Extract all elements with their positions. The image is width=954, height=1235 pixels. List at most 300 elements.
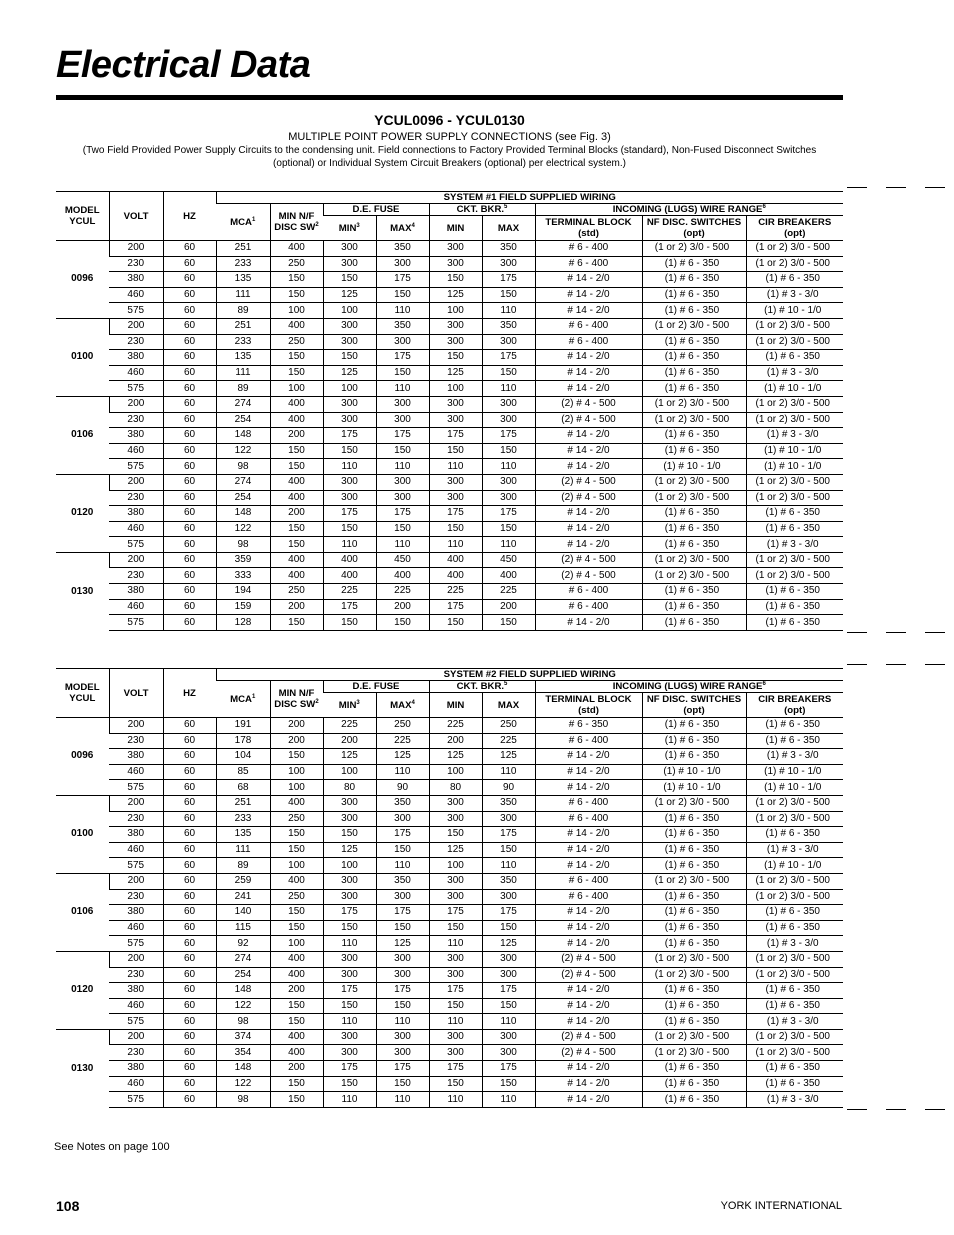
table-row [56, 552, 843, 568]
table-cell: 300 [376, 412, 429, 428]
table-cell: # 14 - 2/0 [535, 303, 642, 319]
header-bkr-max: MAX [482, 216, 535, 241]
table-cell: 300 [323, 490, 376, 506]
table-cell: 111 [216, 365, 270, 381]
table-cell: (1) # 6 - 350 [642, 256, 746, 272]
margin-tick [886, 1109, 906, 1110]
table-row [56, 827, 843, 843]
table-cell: 200 [109, 552, 163, 568]
model-range-title: YCUL0096 - YCUL0130 [374, 112, 525, 128]
header-de-fuse: D.E. FUSE [323, 681, 429, 693]
table-cell: 100 [429, 764, 482, 780]
model-cell: 0130 [56, 1029, 109, 1107]
table-cell: 200 [482, 599, 535, 615]
table-cell: 60 [163, 552, 216, 568]
table-cell: 150 [270, 459, 323, 475]
table-row [56, 412, 843, 428]
table-cell: 300 [429, 318, 482, 334]
table-cell: (1) # 6 - 350 [642, 1076, 746, 1092]
table-cell: (1 or 2) 3/0 - 500 [746, 951, 843, 967]
table-cell: 575 [109, 780, 163, 796]
table-cell: 400 [429, 568, 482, 584]
table-cell: 122 [216, 521, 270, 537]
table-cell: 60 [163, 1092, 216, 1108]
table-cell: 122 [216, 1076, 270, 1092]
table-cell: 150 [429, 521, 482, 537]
table-row [56, 889, 843, 905]
header-terminal-block: TERMINAL BLOCK (std) [535, 693, 642, 718]
table-cell: 150 [482, 920, 535, 936]
table-cell: (1 or 2) 3/0 - 500 [746, 241, 843, 257]
table-cell: (1 or 2) 3/0 - 500 [746, 811, 843, 827]
table-cell: (2) # 4 - 500 [535, 396, 642, 412]
table-cell: 175 [376, 1061, 429, 1077]
table-cell: 200 [109, 951, 163, 967]
table-cell: 125 [323, 365, 376, 381]
table-cell: (1) # 10 - 1/0 [746, 858, 843, 874]
table-cell: (1 or 2) 3/0 - 500 [642, 795, 746, 811]
table-cell: 60 [163, 428, 216, 444]
table-cell: (1) # 6 - 350 [746, 350, 843, 366]
table-cell: 175 [429, 428, 482, 444]
table-cell: 60 [163, 599, 216, 615]
table-cell: (1) # 6 - 350 [642, 506, 746, 522]
table-cell: 150 [376, 998, 429, 1014]
table-cell: (1) # 6 - 350 [746, 615, 843, 631]
table-row [56, 584, 843, 600]
table-cell: 150 [482, 521, 535, 537]
table-cell: 350 [376, 795, 429, 811]
table-cell: 89 [216, 381, 270, 397]
table-cell: (1 or 2) 3/0 - 500 [746, 873, 843, 889]
table-cell: 460 [109, 842, 163, 858]
table-row [56, 381, 843, 397]
table-cell: 175 [482, 905, 535, 921]
table-cell: (1) # 6 - 350 [642, 1061, 746, 1077]
table-cell: 92 [216, 936, 270, 952]
table-cell: (1) # 6 - 350 [642, 287, 746, 303]
table-cell: (1) # 3 - 3/0 [746, 936, 843, 952]
title-rule [56, 95, 843, 100]
table-cell: 450 [482, 552, 535, 568]
model-cell: 0100 [56, 795, 109, 873]
table-cell: (1 or 2) 3/0 - 500 [642, 951, 746, 967]
header-model: MODEL YCUL [64, 682, 100, 704]
table-cell: 400 [270, 318, 323, 334]
table-cell: 333 [216, 568, 270, 584]
table-cell: 175 [323, 983, 376, 999]
table-cell: 104 [216, 749, 270, 765]
header-mca: MCA$^1$ [230, 216, 256, 228]
table-cell: 60 [163, 811, 216, 827]
table-cell: 300 [429, 951, 482, 967]
table-row [56, 474, 843, 490]
table-cell: # 6 - 350 [535, 718, 642, 734]
table-cell: 175 [323, 506, 376, 522]
table-cell: 460 [109, 920, 163, 936]
table-row [56, 764, 843, 780]
table-cell: 100 [429, 381, 482, 397]
table-cell: (1) # 6 - 350 [642, 334, 746, 350]
table-cell: 150 [323, 920, 376, 936]
table-cell: 460 [109, 1076, 163, 1092]
table-cell: (2) # 4 - 500 [535, 552, 642, 568]
table-cell: 254 [216, 967, 270, 983]
table-cell: 122 [216, 443, 270, 459]
header-fuse-max: MAX$^4$ [376, 216, 429, 241]
table-cell: 150 [482, 615, 535, 631]
table-cell: 300 [429, 256, 482, 272]
table-row [56, 873, 843, 889]
model-cell: 0096 [56, 241, 109, 319]
table-cell: 110 [482, 303, 535, 319]
table-cell: 110 [429, 537, 482, 553]
table-row [56, 1061, 843, 1077]
table-cell: 225 [323, 584, 376, 600]
table-cell: 450 [376, 552, 429, 568]
table-cell: # 6 - 400 [535, 733, 642, 749]
model-cell: 0120 [56, 951, 109, 1029]
table-cell: 150 [270, 905, 323, 921]
table-cell: # 14 - 2/0 [535, 905, 642, 921]
table-cell: 300 [376, 256, 429, 272]
table-cell: # 14 - 2/0 [535, 1076, 642, 1092]
table-row [56, 615, 843, 631]
table-cell: 60 [163, 1029, 216, 1045]
table-cell: 60 [163, 272, 216, 288]
table-cell: (2) # 4 - 500 [535, 967, 642, 983]
table-row [56, 795, 843, 811]
table-cell: 300 [429, 795, 482, 811]
table-cell: (1) # 3 - 3/0 [746, 365, 843, 381]
table-cell: 60 [163, 920, 216, 936]
table-cell: 150 [482, 998, 535, 1014]
table-cell: 89 [216, 303, 270, 319]
table-cell: (1) # 10 - 1/0 [746, 764, 843, 780]
table-cell: 300 [482, 1045, 535, 1061]
table-cell: 98 [216, 459, 270, 475]
table-cell: (1 or 2) 3/0 - 500 [746, 795, 843, 811]
table-cell: 110 [482, 1014, 535, 1030]
table-cell: 575 [109, 303, 163, 319]
table-cell: 110 [482, 858, 535, 874]
table-cell: # 6 - 400 [535, 795, 642, 811]
table-cell: 300 [323, 795, 376, 811]
table-row [56, 272, 843, 288]
table-cell: 230 [109, 889, 163, 905]
table-cell: # 14 - 2/0 [535, 936, 642, 952]
margin-tick [847, 1109, 867, 1110]
header-hz: HZ [163, 669, 216, 718]
table-cell: (1) # 6 - 350 [746, 521, 843, 537]
table-cell: (1) # 3 - 3/0 [746, 1014, 843, 1030]
table-row [56, 256, 843, 272]
table-cell: (1) # 3 - 3/0 [746, 287, 843, 303]
table-cell: (1) # 6 - 350 [642, 584, 746, 600]
table-cell: 200 [109, 1029, 163, 1045]
table-cell: 110 [429, 459, 482, 475]
table-cell: 400 [376, 568, 429, 584]
table-cell: 300 [323, 1029, 376, 1045]
table-cell: 175 [482, 428, 535, 444]
table-cell: 230 [109, 256, 163, 272]
header-fuse-min: MIN$^3$ [323, 216, 376, 241]
table-cell: 100 [270, 780, 323, 796]
table-cell: 575 [109, 537, 163, 553]
table-row [56, 811, 843, 827]
table-cell: 150 [323, 1076, 376, 1092]
table-cell: 60 [163, 521, 216, 537]
table-cell: 359 [216, 552, 270, 568]
table-cell: 125 [323, 287, 376, 303]
table-row [56, 396, 843, 412]
table-row [56, 842, 843, 858]
table-cell: (1) # 6 - 350 [746, 905, 843, 921]
table-cell: 254 [216, 490, 270, 506]
table-cell: (1) # 6 - 350 [642, 998, 746, 1014]
table-row [56, 318, 843, 334]
table-cell: 194 [216, 584, 270, 600]
table-cell: 575 [109, 1014, 163, 1030]
electrical-data-table-system-1 [56, 191, 843, 631]
table-cell: (2) # 4 - 500 [535, 490, 642, 506]
table-cell: 175 [482, 827, 535, 843]
margin-tick [886, 187, 906, 188]
table-cell: 230 [109, 733, 163, 749]
table-cell: (1 or 2) 3/0 - 500 [642, 873, 746, 889]
table-cell: 60 [163, 256, 216, 272]
table-row [56, 1092, 843, 1108]
table-cell: 60 [163, 459, 216, 475]
table-cell: 300 [376, 474, 429, 490]
model-cell: 0106 [56, 873, 109, 951]
system-label: SYSTEM #2 FIELD SUPPLIED WIRING [216, 669, 843, 681]
table-cell: 150 [376, 365, 429, 381]
table-cell: 100 [323, 303, 376, 319]
table-cell: 250 [270, 811, 323, 827]
table-cell: 300 [376, 490, 429, 506]
table-cell: 150 [270, 615, 323, 631]
table-cell: 400 [270, 967, 323, 983]
table-cell: 380 [109, 428, 163, 444]
table-cell: (1 or 2) 3/0 - 500 [642, 552, 746, 568]
page-number: 108 [56, 1198, 80, 1214]
table-cell: # 6 - 400 [535, 584, 642, 600]
table-cell: 150 [429, 615, 482, 631]
table-row [56, 951, 843, 967]
table-cell: 251 [216, 318, 270, 334]
table-cell: 148 [216, 506, 270, 522]
table-cell: 110 [323, 1014, 376, 1030]
table-cell: (1) # 6 - 350 [746, 998, 843, 1014]
table-cell: 150 [482, 1076, 535, 1092]
table-cell: (1 or 2) 3/0 - 500 [746, 967, 843, 983]
table-cell: 300 [482, 967, 535, 983]
table-cell: 175 [376, 506, 429, 522]
table-cell: 300 [323, 811, 376, 827]
table-cell: 350 [482, 241, 535, 257]
table-cell: (1) # 6 - 350 [642, 936, 746, 952]
table-cell: 250 [270, 334, 323, 350]
table-cell: 225 [429, 718, 482, 734]
table-cell: 100 [323, 381, 376, 397]
table-cell: (1) # 6 - 350 [642, 615, 746, 631]
table-cell: 125 [429, 287, 482, 303]
table-cell: 60 [163, 287, 216, 303]
table-cell: 225 [429, 584, 482, 600]
table-cell: 110 [482, 459, 535, 475]
header-mca: MCA$^1$ [230, 693, 256, 705]
table-cell: 111 [216, 842, 270, 858]
table-cell: (1) # 6 - 350 [642, 718, 746, 734]
table-cell: # 6 - 400 [535, 318, 642, 334]
table-cell: 575 [109, 936, 163, 952]
table-cell: 175 [376, 827, 429, 843]
table-cell: (1 or 2) 3/0 - 500 [642, 1045, 746, 1061]
table-cell: # 14 - 2/0 [535, 537, 642, 553]
table-cell: 300 [323, 241, 376, 257]
table-cell: 400 [270, 490, 323, 506]
table-cell: 400 [270, 474, 323, 490]
table-cell: 125 [429, 365, 482, 381]
table-row [56, 287, 843, 303]
table-cell: 150 [376, 521, 429, 537]
table-cell: 225 [376, 733, 429, 749]
table-cell: 300 [429, 334, 482, 350]
table-cell: 250 [270, 584, 323, 600]
table-cell: 175 [429, 905, 482, 921]
table-cell: # 14 - 2/0 [535, 381, 642, 397]
table-cell: 380 [109, 350, 163, 366]
table-cell: 175 [376, 272, 429, 288]
table-row [56, 983, 843, 999]
margin-tick [886, 632, 906, 633]
table-cell: 575 [109, 1092, 163, 1108]
table-cell: 380 [109, 1061, 163, 1077]
table-cell: (1 or 2) 3/0 - 500 [746, 490, 843, 506]
table-cell: 250 [376, 718, 429, 734]
table-cell: 400 [270, 951, 323, 967]
table-cell: 230 [109, 811, 163, 827]
table-cell: 354 [216, 1045, 270, 1061]
table-cell: (1 or 2) 3/0 - 500 [746, 1029, 843, 1045]
table-cell: (1 or 2) 3/0 - 500 [746, 1045, 843, 1061]
table-cell: 150 [482, 842, 535, 858]
table-cell: 400 [323, 552, 376, 568]
table-cell: 110 [376, 1092, 429, 1108]
header-de-fuse: D.E. FUSE [323, 204, 429, 216]
table-cell: (1 or 2) 3/0 - 500 [746, 412, 843, 428]
header-fuse-min: MIN$^3$ [323, 693, 376, 718]
table-cell: 110 [376, 858, 429, 874]
header-incoming-wire-range: INCOMING (LUGS) WIRE RANGE$^6$ [535, 681, 843, 693]
table-cell: 125 [323, 842, 376, 858]
intro-note: (Two Field Provided Power Supply Circuits to the condensing unit. Field connections to Factory Provided Terminal Blocks (standard), Non-Fused Disconnect Switches (optional) or Individual System Circuit Breakers (optional) per electrical system.) [82, 145, 817, 169]
table-cell: 80 [323, 780, 376, 796]
header-min-nf-disc: MIN N/F DISC $SW^2$ [270, 681, 323, 718]
table-cell: 460 [109, 521, 163, 537]
table-cell: 100 [270, 764, 323, 780]
table-cell: 150 [323, 272, 376, 288]
table-cell: (1) # 6 - 350 [642, 1014, 746, 1030]
table-cell: 400 [270, 1029, 323, 1045]
table-cell: 150 [429, 920, 482, 936]
system-label: SYSTEM #1 FIELD SUPPLIED WIRING [216, 192, 843, 204]
header-incoming-wire-range: INCOMING (LUGS) WIRE RANGE$^6$ [535, 204, 843, 216]
header-min-nf-disc: MIN N/F DISC $SW^2$ [270, 204, 323, 241]
table-cell: 128 [216, 615, 270, 631]
table-cell: 300 [376, 1045, 429, 1061]
table-cell: (1) # 6 - 350 [642, 905, 746, 921]
table-cell: 150 [270, 1092, 323, 1108]
table-cell: 300 [482, 412, 535, 428]
table-cell: 175 [323, 599, 376, 615]
table-cell: 60 [163, 764, 216, 780]
table-cell: 110 [482, 537, 535, 553]
table-cell: (1) # 3 - 3/0 [746, 749, 843, 765]
header-volt: VOLT [109, 669, 163, 718]
table-cell: 175 [376, 983, 429, 999]
table-cell: (1) # 3 - 3/0 [746, 1092, 843, 1108]
table-cell: 380 [109, 272, 163, 288]
table-cell: # 14 - 2/0 [535, 983, 642, 999]
table-cell: 100 [270, 858, 323, 874]
table-cell: (1) # 6 - 350 [746, 983, 843, 999]
table-cell: 150 [429, 1076, 482, 1092]
table-cell: 175 [376, 350, 429, 366]
table-cell: 200 [270, 718, 323, 734]
table-cell: 60 [163, 795, 216, 811]
table-cell: 400 [270, 552, 323, 568]
table-cell: (1) # 6 - 350 [642, 443, 746, 459]
table-cell: (2) # 4 - 500 [535, 951, 642, 967]
table-cell: (2) # 4 - 500 [535, 474, 642, 490]
table-cell: (1) # 6 - 350 [746, 827, 843, 843]
table-cell: 250 [482, 718, 535, 734]
header-fuse-max: MAX$^4$ [376, 693, 429, 718]
table-cell: (1 or 2) 3/0 - 500 [746, 889, 843, 905]
table-cell: (1) # 6 - 350 [642, 428, 746, 444]
table-cell: 60 [163, 241, 216, 257]
table-cell: 200 [270, 1061, 323, 1077]
table-cell: 150 [270, 998, 323, 1014]
table-cell: 200 [270, 599, 323, 615]
table-cell: 175 [482, 1061, 535, 1077]
table-cell: 148 [216, 983, 270, 999]
table-cell: 150 [376, 920, 429, 936]
table-cell: 300 [429, 967, 482, 983]
table-cell: 259 [216, 873, 270, 889]
table-cell: 111 [216, 287, 270, 303]
table-cell: 60 [163, 381, 216, 397]
table-cell: 135 [216, 272, 270, 288]
table-cell: (1) # 6 - 350 [642, 983, 746, 999]
table-cell: 60 [163, 780, 216, 796]
table-cell: # 14 - 2/0 [535, 506, 642, 522]
table-cell: 150 [429, 827, 482, 843]
table-cell: 60 [163, 889, 216, 905]
table-cell: 150 [323, 350, 376, 366]
table-cell: 150 [270, 827, 323, 843]
table-cell: 60 [163, 568, 216, 584]
table-cell: # 14 - 2/0 [535, 272, 642, 288]
table-cell: 300 [482, 474, 535, 490]
table-cell: 230 [109, 490, 163, 506]
table-cell: 380 [109, 905, 163, 921]
table-cell: 110 [323, 1092, 376, 1108]
table-cell: 300 [376, 396, 429, 412]
table-cell: 150 [376, 443, 429, 459]
